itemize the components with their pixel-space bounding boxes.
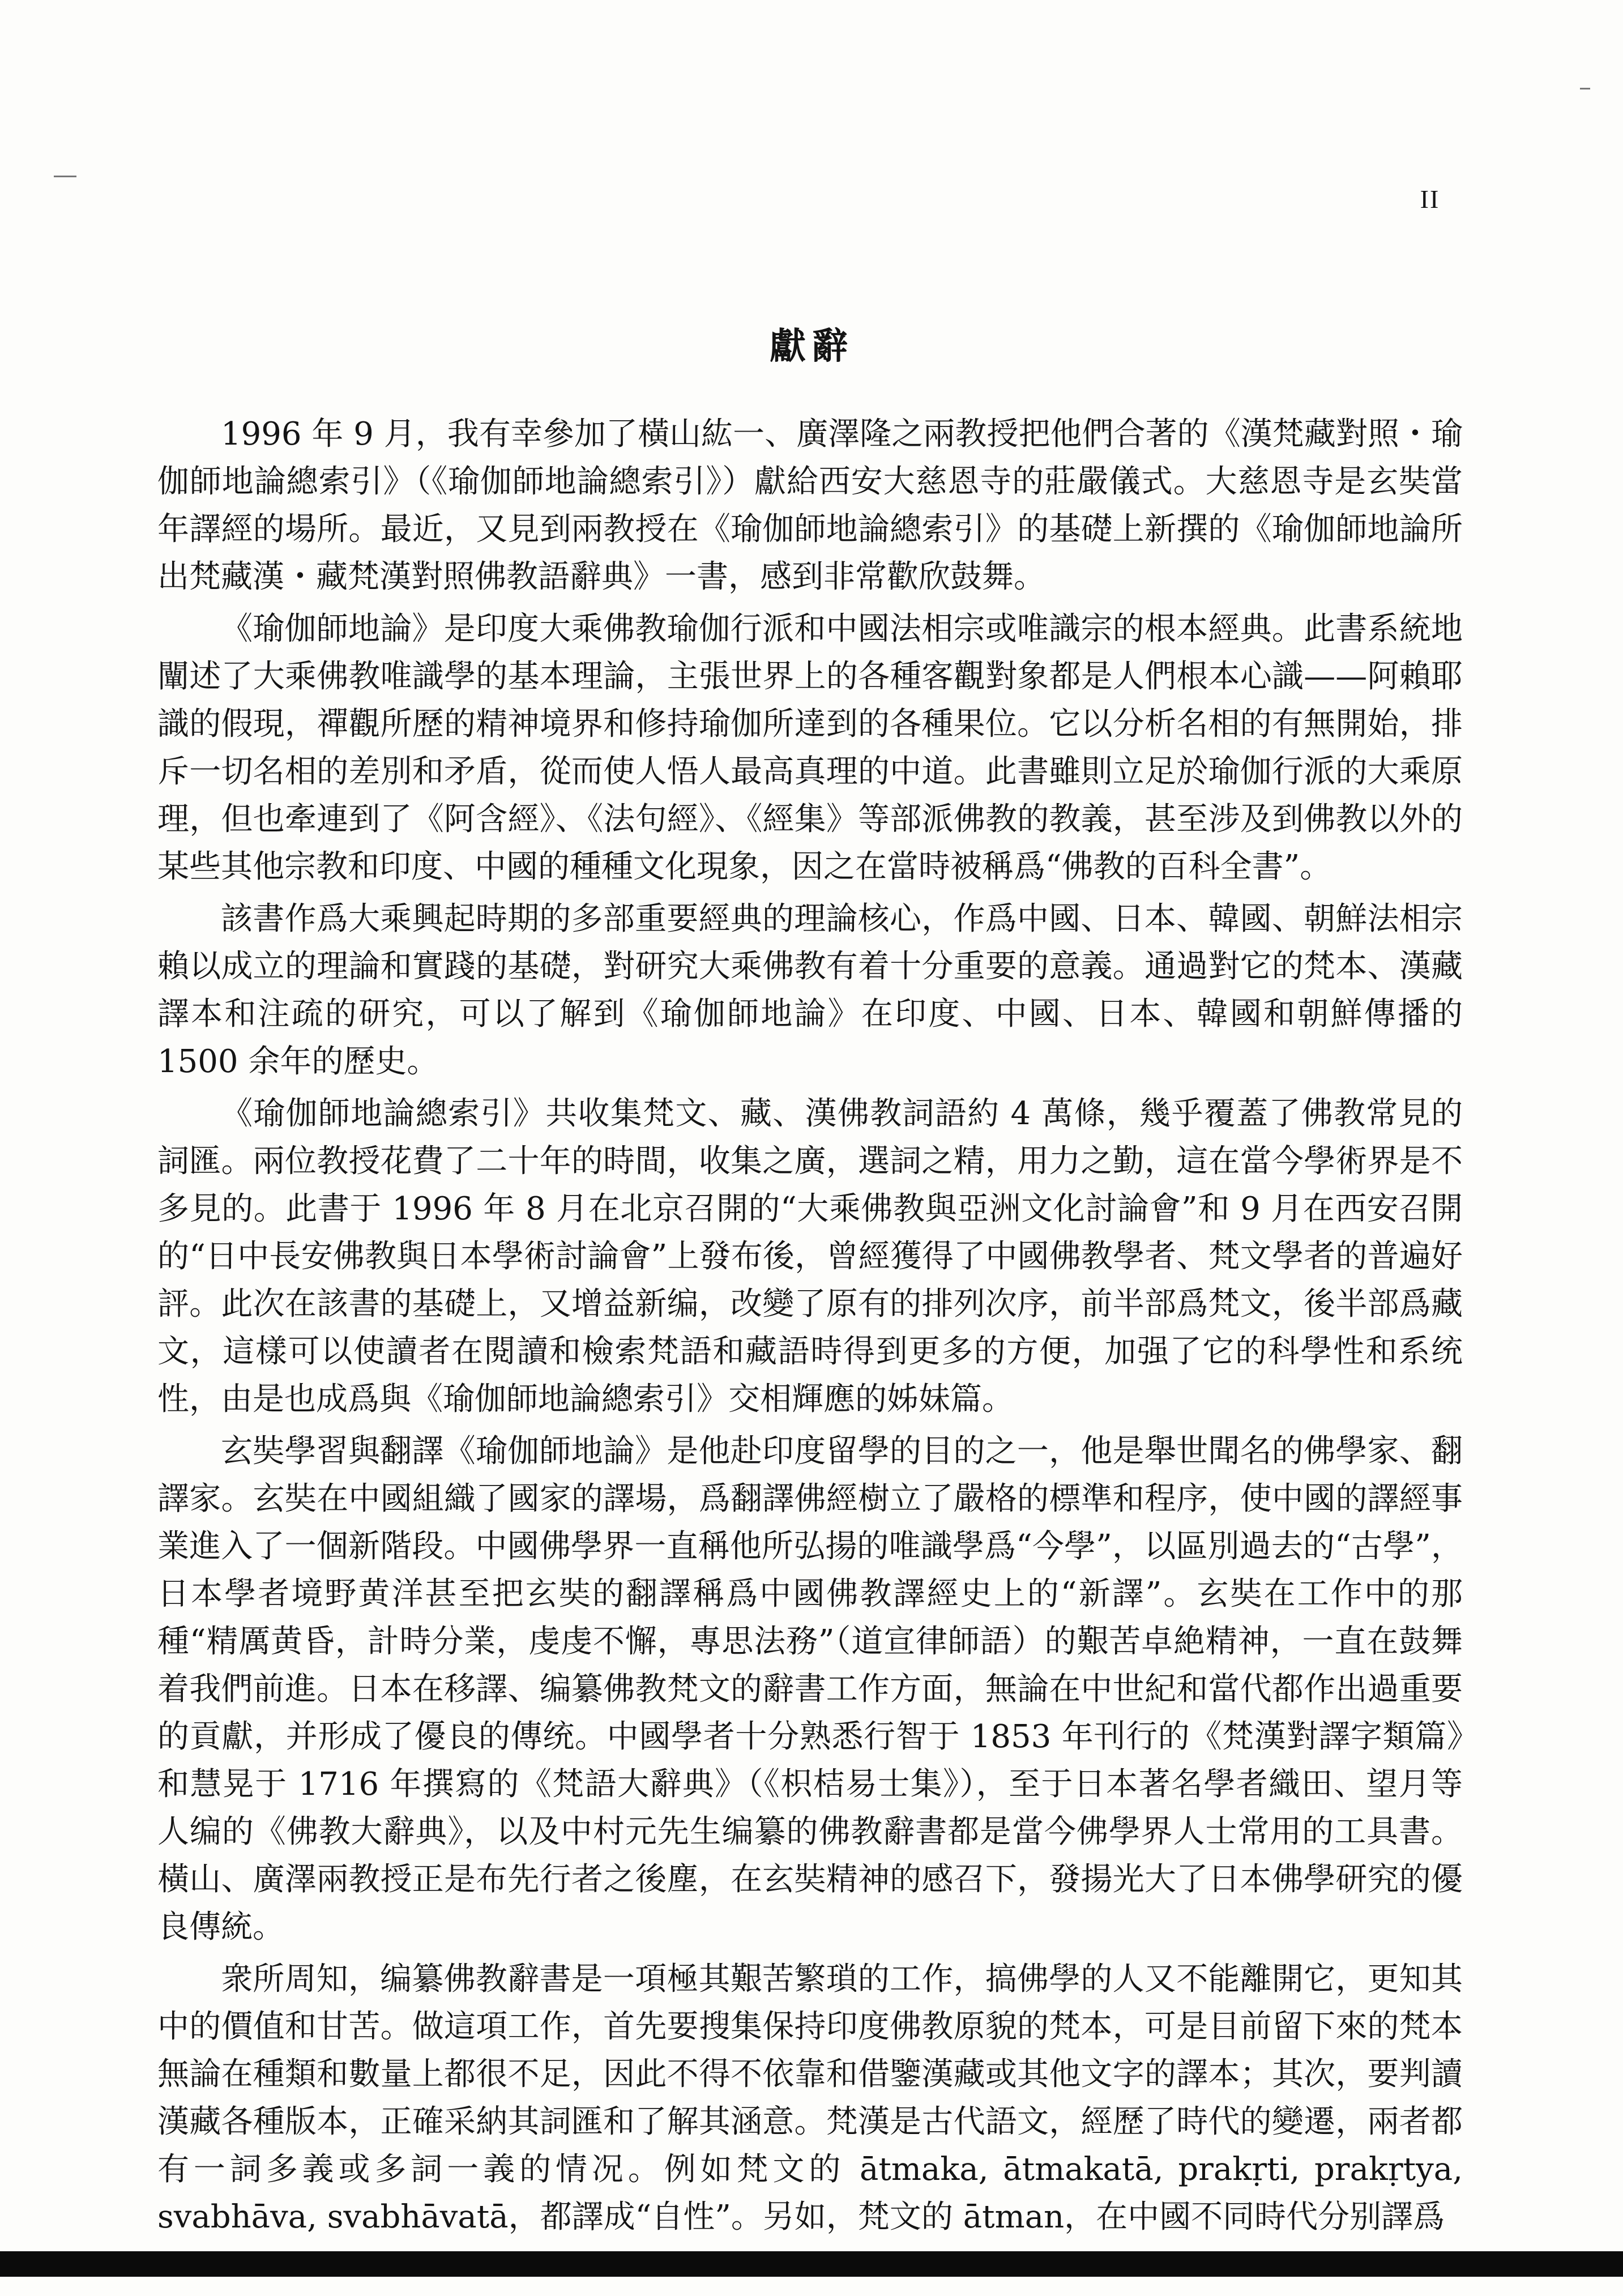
page-number: II [1420,185,1440,214]
paragraph: 玄奘學習與翻譯《瑜伽師地論》是他赴印度留學的目的之一，他是舉世聞名的佛學家、翻譯家。玄奘在中國組織了國家的譯場，爲翻譯佛經樹立了嚴格的標準和程序，使中國的譯經事業進入了一個新階段。中國佛學界一直稱他所弘揚的唯識學爲“今學”，以區別過去的“古學”，日本學者境野黄洋甚至把玄奘的翻譯稱爲中國佛教譯經史上的“新譯”。玄奘在工作中的那種“精厲黄昏，計時分業，虔虔不懈，專思法務”（道宣律師語）的艱苦卓絶精神，一直在鼓舞着我們前進。日本在移譯、编纂佛教梵文的辭書工作方面，無論在中世紀和當代都作出過重要的貢獻，并形成了優良的傳统。中國學者十分熟悉行智于 1853 年刊行的《梵漢對譯字類篇》和慧晃于 1716 年撰寫的《梵語大辭典》（《枳桔易士集》），至于日本著名學者織田、望月等人编的《佛教大辭典》，以及中村元先生编纂的佛教辭書都是當今佛學界人士常用的工具書。橫山、廣澤兩教授正是布先行者之後塵，在玄奘精神的感召下，發揚光大了日本佛學研究的優良傳統。 [157,1433,1463,1945]
paragraph: 該書作爲大乘興起時期的多部重要經典的理論核心，作爲中國、日本、韓國、朝鮮法相宗賴以成立的理論和實踐的基礎，對研究大乘佛教有着十分重要的意義。通過對它的梵本、漢藏譯本和注疏的研究，可以了解到《瑜伽師地論》在印度、中國、日本、韓國和朝鮮傳播的 1500 余年的歷史。 [157,901,1463,1080]
scan-mark [1580,88,1590,89]
paragraph: 《瑜伽師地論總索引》共收集梵文、藏、漢佛教詞語約 4 萬條，幾乎覆蓋了佛教常見的詞匯。兩位教授花費了二十年的時間，收集之廣，選詞之精，用力之勤，這在當今學術界是不多見的。此書于 1996 年 8 月在北京召開的“大乘佛教與亞洲文化討論會”和 9 月在西安召開的“日中長安佛教與日本學術討論會”上發布後，曾經獲得了中國佛教學者、梵文學者的普遍好評。此次在該書的基礎上，又增益新编，改變了原有的排列次序，前半部爲梵文，後半部爲藏文，這樣可以使讀者在閱讀和檢索梵語和藏語時得到更多的方便，加强了它的科學性和系统性，由是也成爲與《瑜伽師地論總索引》交相輝應的姊妹篇。 [157,1095,1463,1418]
scan-mark [54,176,76,177]
paragraph: 1996 年 9 月，我有幸參加了橫山紘一、廣澤隆之兩教授把他們合著的《漢梵藏對照・瑜伽師地論總索引》（《瑜伽師地論總索引》）獻給西安大慈恩寺的莊嚴儀式。大慈恩寺是玄奘當年譯經的場所。最近，又見到兩教授在《瑜伽師地論總索引》的基礎上新撰的《瑜伽師地論所出梵藏漢・藏梵漢對照佛教語辭典》一書，感到非常歡欣鼓舞。 [157,416,1463,595]
page-title: 獻辭 [770,325,853,368]
scan-border-bar [0,2251,1623,2277]
body-text [157,411,1463,2246]
paragraph: 衆所周知，编纂佛教辭書是一項極其艱苦繁瑣的工作，搞佛學的人又不能離開它，更知其中的價值和甘苦。做這項工作，首先要搜集保持印度佛教原貌的梵本，可是目前留下來的梵本無論在種類和數量上都很不足，因此不得不依靠和借鑒漢藏或其他文字的譯本；其次，要判讀漢藏各種版本，正確采納其詞匯和了解其涵意。梵漢是古代語文，經歷了時代的變遷，兩者都有一詞多義或多詞一義的情况。例如梵文的 ātmaka, ātmakatā, prakṛti, prakṛtya, svabhāva, svabhāvatā，都譯成“自性”。另如，梵文的 ātman，在中國不同時代分别譯爲 [157,1961,1463,2235]
paragraph: 《瑜伽師地論》是印度大乘佛教瑜伽行派和中國法相宗或唯識宗的根本經典。此書系統地闡述了大乘佛教唯識學的基本理論，主張世界上的各種客觀對象都是人們根本心識——阿賴耶識的假現，禪觀所歷的精神境界和修持瑜伽所達到的各種果位。它以分析名相的有無開始，排斥一切名相的差別和矛盾，從而使人悟人最高真理的中道。此書雖則立足於瑜伽行派的大乘原理，但也牽連到了《阿含經》、《法句經》、《經集》等部派佛教的教義，甚至涉及到佛教以外的某些其他宗教和印度、中國的種種文化現象，因之在當時被稱爲“佛教的百科全書”。 [157,611,1463,885]
